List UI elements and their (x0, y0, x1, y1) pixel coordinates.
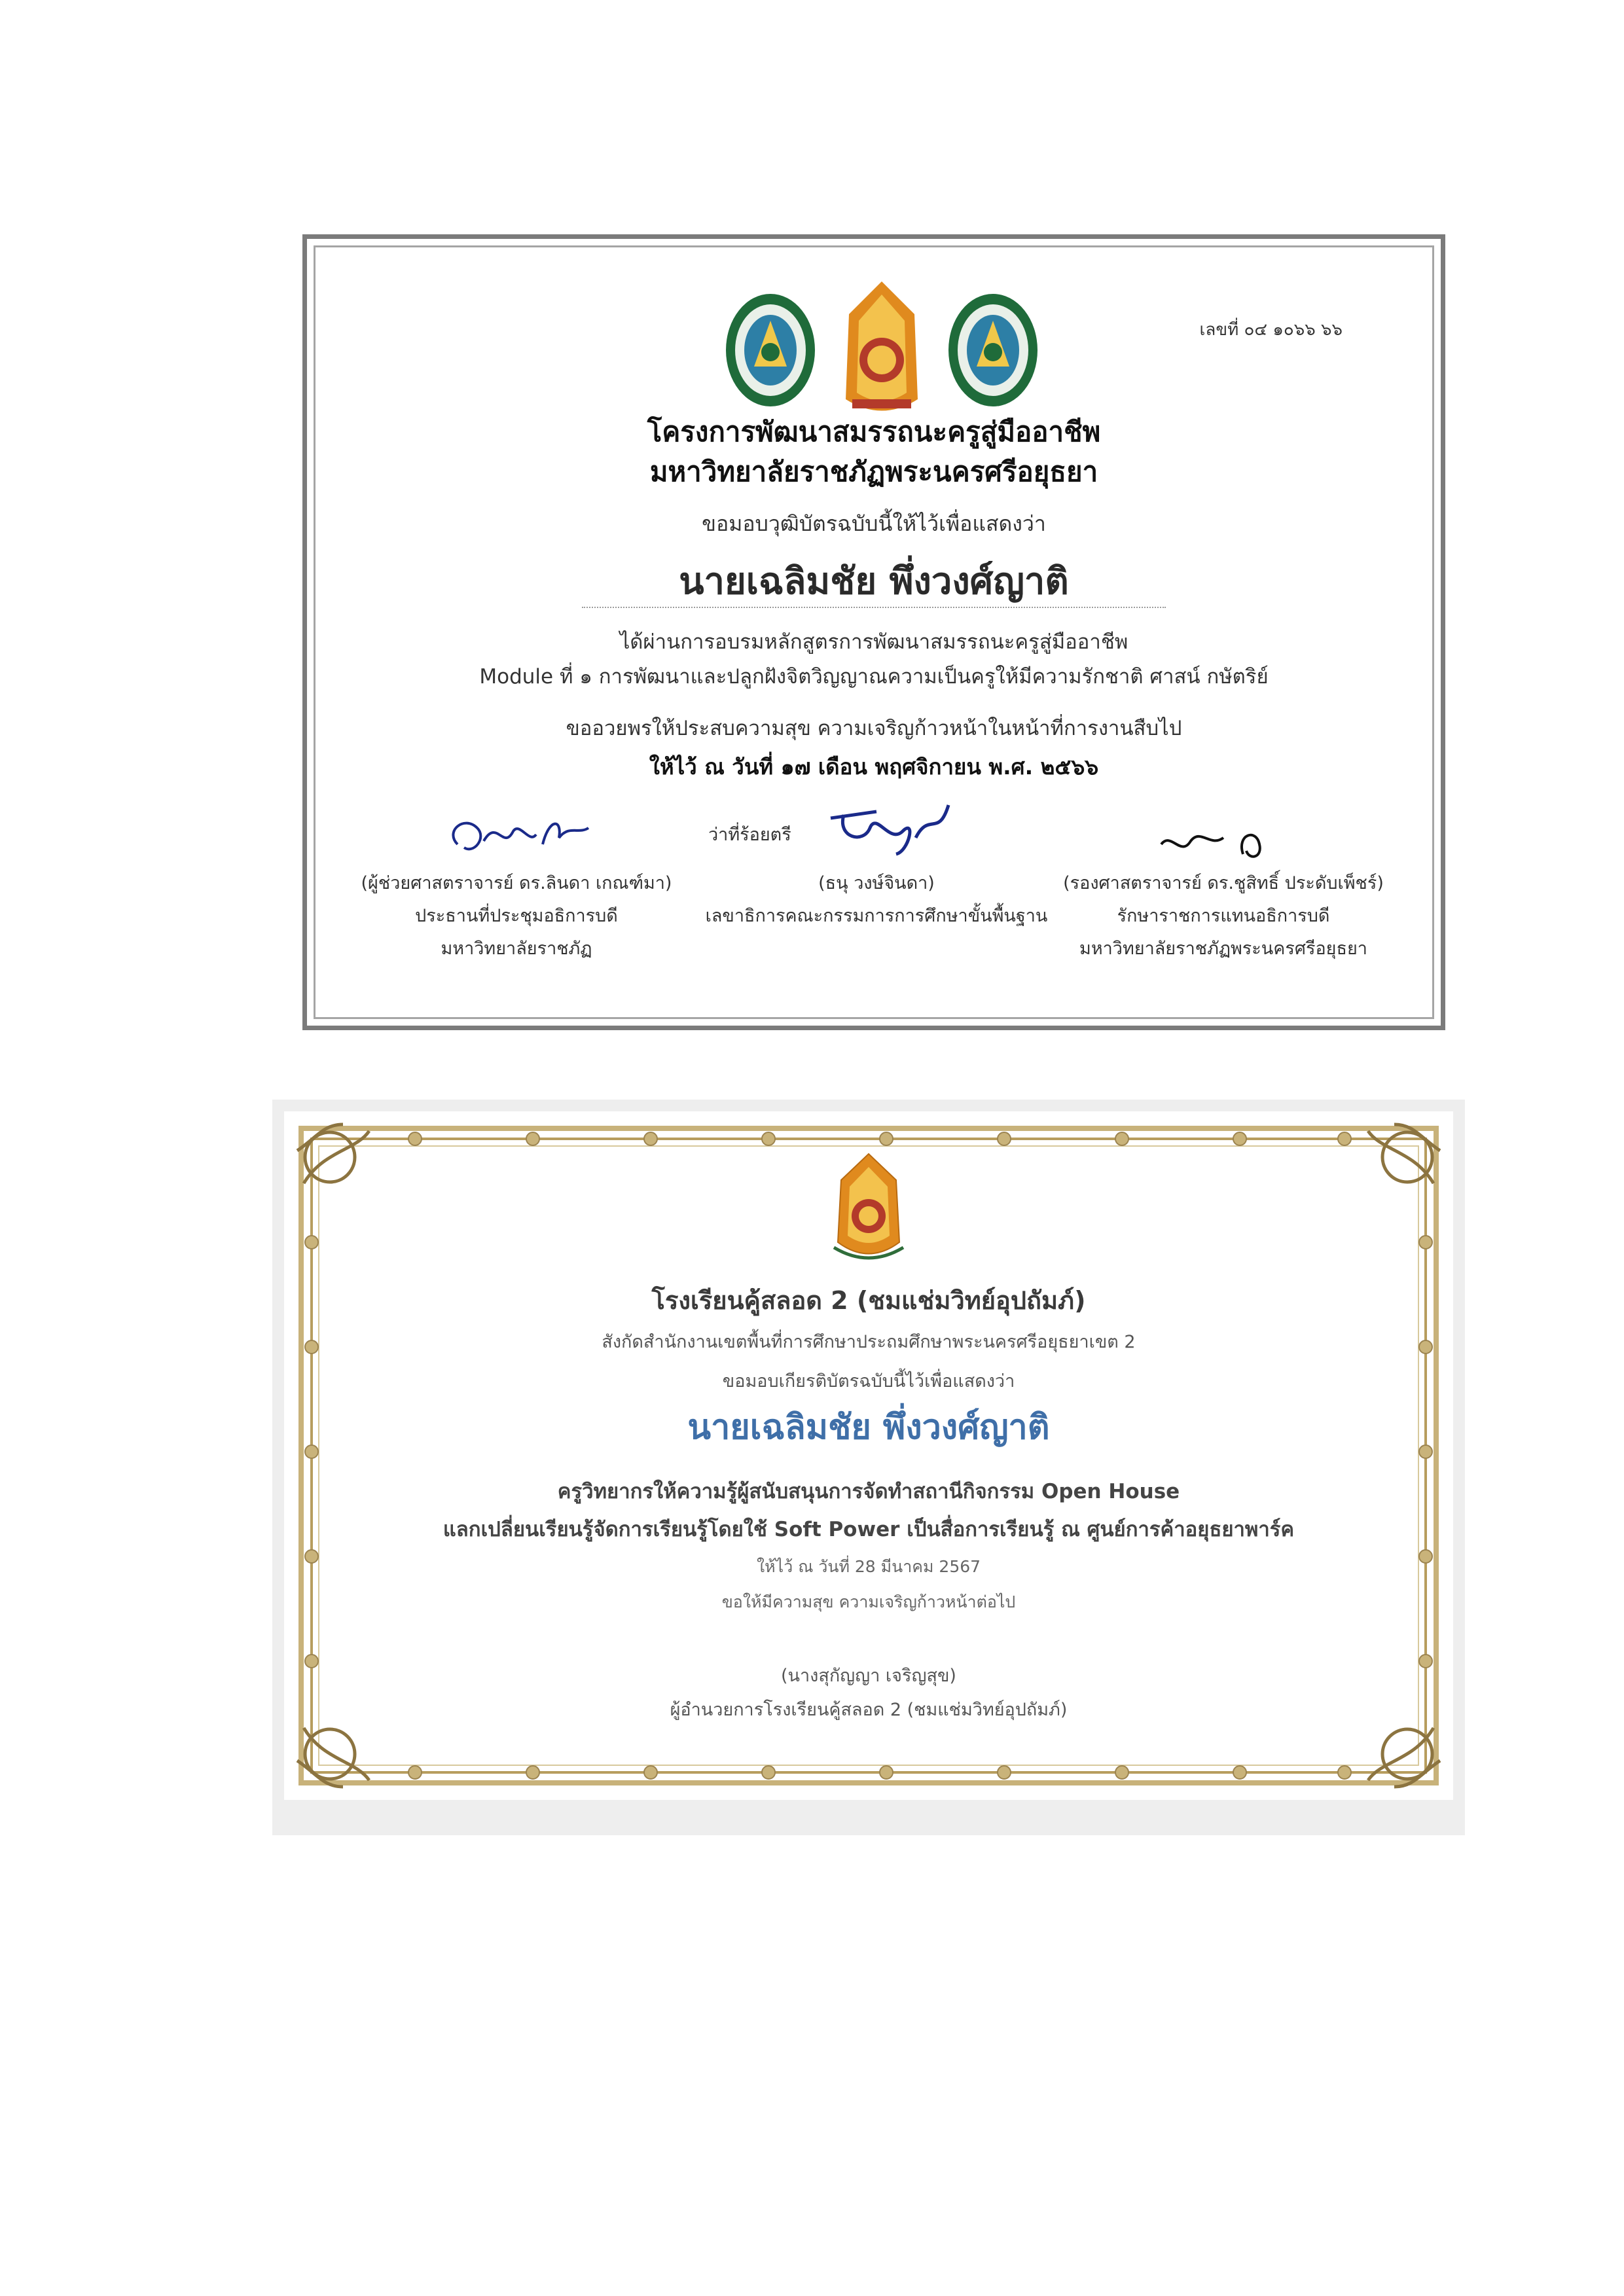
corner-ornament-bottom-right-icon (1368, 1728, 1440, 1787)
signature-center (818, 792, 968, 864)
certificate-university (302, 234, 1445, 1030)
corner-ornament-top-left-icon (297, 1124, 369, 1183)
name-underline (582, 607, 1166, 608)
recipient-name-2: นายเฉลิมชัย พึ่งวงศ์ญาติ (687, 1408, 1050, 1447)
signature-right (1151, 815, 1282, 867)
corner-ornament-top-right-icon (1368, 1124, 1440, 1183)
certificate-paper (284, 1111, 1453, 1800)
certificate-intro: ขอมอบวุฒิบัตรฉบับนี้ให้ไว้เพื่อแสดงว่า (702, 511, 1046, 536)
certificate-serial-number: เลขที่ ๐๔ ๑๐๖๖ ๖๖ (1199, 320, 1343, 340)
signer-left-name: (ผู้ช่วยศาสตราจารย์ ดร.ลินดา เกณฑ์มา) (361, 873, 672, 893)
wish-text: ขออวยพรให้ประสบความสุข ความเจริญก้าวหน้าในหน้าที่การงานสืบไป (566, 717, 1182, 740)
activity-description: แลกเปลี่ยนเรียนรู้จัดการเรียนรู้โดยใช้ Soft Power เป็นสื่อการเรียนรู้ ณ ศูนย์การค้าอยุธยาพาร์ค (442, 1518, 1295, 1541)
signature-left (438, 805, 608, 864)
university-name: มหาวิทยาลัยราชภัฏพระนครศรีอยุธยา (649, 456, 1098, 488)
module-description: Module ที่ ๑ การพัฒนาและปลูกฝังจิตวิญญาณความเป็นครูให้มีความรักชาติ ศาสน์ กษัตริย์ (479, 665, 1269, 689)
course-description: ได้ผ่านการอบรมหลักสูตรการพัฒนาสมรรถนะครูสู่มืออาชีพ (619, 630, 1128, 654)
signer-left-role: ประธานที่ประชุมอธิการบดี (415, 906, 618, 926)
school-name: โรงเรียนคู้สลอด 2 (ชมแช่มวิทย์อุปถัมภ์) (651, 1286, 1086, 1315)
signer-center-name: (ธนุ วงษ์จินดา) (818, 873, 935, 893)
seals-row (718, 275, 1045, 425)
school-affiliation: สังกัดสำนักงานเขตพื้นที่การศึกษาประถมศึกษาพระนครศรีอยุธยาเขต 2 (602, 1332, 1136, 1352)
signer-center-role: เลขาธิการคณะกรรมการการศึกษาขั้นพื้นฐาน (705, 906, 1048, 926)
obec-emblem-icon (846, 281, 918, 411)
issue-date: ให้ไว้ ณ วันที่ ๑๗ เดือน พฤศจิกายน พ.ศ. ๒๕๖๖ (649, 754, 1099, 780)
university-seal-right-icon (948, 294, 1038, 406)
university-seal-left-icon (726, 294, 815, 406)
corner-ornament-bottom-left-icon (297, 1728, 369, 1787)
signer-role-2: ผู้อำนวยการโรงเรียนคู้สลอด 2 (ชมแช่มวิทย์อุปถัมภ์) (670, 1700, 1068, 1720)
recipient-name: นายเฉลิมชัย พึ่งวงศ์ญาติ (679, 560, 1069, 603)
signer-left (333, 867, 700, 965)
signer-center (693, 867, 1060, 933)
signer-right-name: (รองศาสตราจารย์ ดร.ชูสิทธิ์ ประดับเพ็ชร์) (1063, 873, 1384, 893)
issue-date-2: ให้ไว้ ณ วันที่ 28 มีนาคม 2567 (756, 1557, 981, 1576)
certificate-school (272, 1100, 1465, 1835)
signer-name-2: (นางสุกัญญา เจริญสุข) (781, 1666, 956, 1686)
acting-rank-prefix: ว่าที่ร้อยตรี (708, 825, 791, 845)
signer-right-role: รักษาราชการแทนอธิการบดี (1117, 906, 1330, 926)
signer-right (1040, 867, 1407, 965)
signer-left-org: มหาวิทยาลัยราชภัฏ (441, 939, 592, 959)
school-emblem-icon (834, 1154, 903, 1258)
project-title: โครงการพัฒนาสมรรถนะครูสู่มืออาชีพ (647, 416, 1101, 448)
certificate-intro-2: ขอมอบเกียรติบัตรฉบับนี้ไว้เพื่อแสดงว่า (722, 1371, 1015, 1391)
role-description: ครูวิทยากรให้ความรู้ผู้สนับสนุนการจัดทำสถานีกิจกรรม Open House (557, 1480, 1180, 1503)
signer-right-org: มหาวิทยาลัยราชภัฏพระนครศรีอยุธยา (1079, 939, 1367, 959)
wish-text-2: ขอให้มีความสุข ความเจริญก้าวหน้าต่อไป (721, 1592, 1016, 1611)
